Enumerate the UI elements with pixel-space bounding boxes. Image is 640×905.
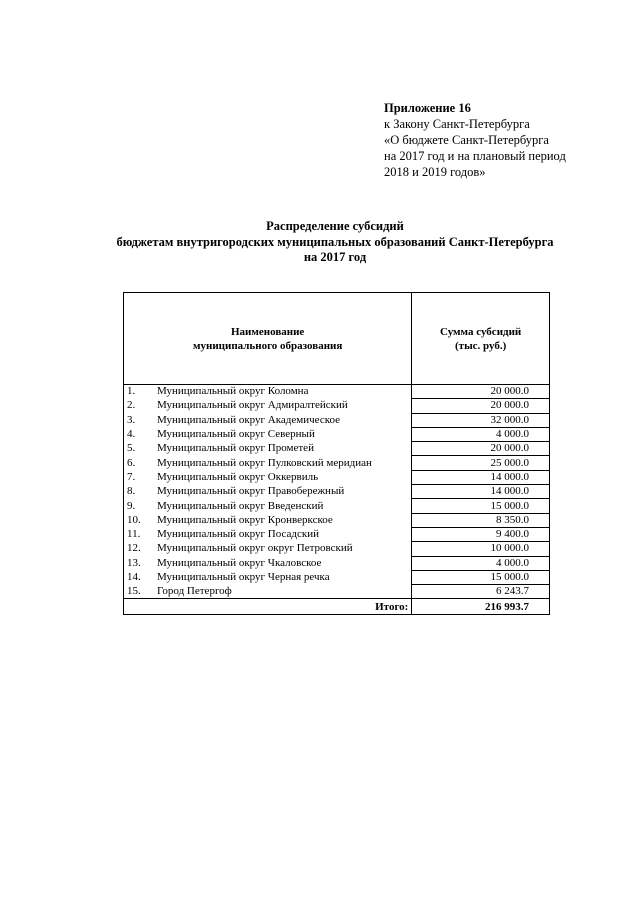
table-row — [124, 385, 550, 399]
row-number: 4. — [127, 428, 136, 441]
row-name: Муниципальный округ Академическое — [157, 413, 341, 426]
table-row — [124, 585, 550, 599]
row-number: 10. — [127, 513, 141, 526]
row-name-cell — [124, 485, 412, 499]
header-sum-line-2: (тыс. руб.) — [455, 339, 507, 352]
total-label: Итого: — [124, 599, 412, 615]
table-row — [124, 399, 550, 413]
row-number: 5. — [127, 442, 136, 455]
table-row — [124, 499, 550, 513]
table-row — [124, 456, 550, 470]
row-value: 4 000.0 — [412, 556, 550, 570]
header-sum-line-1: Сумма субсидий — [440, 325, 522, 338]
row-name-cell — [124, 442, 412, 456]
row-value: 9 400.0 — [412, 527, 550, 541]
row-number: 14. — [127, 571, 141, 583]
row-value: 6 243.7 — [412, 585, 550, 599]
row-value: 15 000.0 — [412, 499, 550, 513]
total-value: 216 993.7 — [412, 599, 550, 615]
table-row — [124, 570, 550, 584]
header-name-line-2: муниципального образования — [192, 339, 343, 352]
row-value: 20 000.0 — [412, 399, 550, 413]
row-name: Муниципальный округ Пулковский меридиан — [157, 456, 372, 469]
row-name-cell — [124, 499, 412, 513]
row-value: 10 000.0 — [412, 542, 550, 556]
row-number: 9. — [127, 499, 136, 512]
row-name: Муниципальный округ Введенский — [157, 499, 324, 512]
row-value: 20 000.0 — [412, 385, 550, 399]
row-name-cell — [124, 427, 412, 441]
total-row — [124, 599, 550, 615]
row-name: Муниципальный округ Северный — [157, 428, 315, 441]
row-number: 6. — [127, 456, 136, 469]
heading-line-1: Распределение субсидий — [266, 219, 404, 233]
row-name: Муниципальный округ Коломна — [157, 385, 309, 398]
row-number: 12. — [127, 542, 141, 555]
row-number: 8. — [127, 485, 136, 498]
row-name: Муниципальный округ Посадский — [157, 528, 320, 541]
row-name-cell — [124, 470, 412, 484]
row-name: Муниципальный округ Чкаловское — [157, 556, 322, 569]
header-name-line-1: Наименование — [230, 325, 305, 338]
row-number: 1. — [127, 385, 136, 398]
header-sum-cell — [412, 293, 550, 385]
header-name-cell — [124, 293, 412, 385]
heading-line-2: бюджетам внутригородских муниципальных образований Санкт-Петербурга — [116, 234, 554, 249]
row-number: 13. — [127, 556, 141, 569]
row-name: Муниципальный округ Кронверкское — [157, 513, 333, 526]
table-body — [124, 385, 550, 599]
document-heading — [100, 219, 570, 266]
row-name-cell — [124, 513, 412, 527]
row-number: 15. — [127, 585, 141, 598]
row-value: 15 000.0 — [412, 570, 550, 584]
row-name: Муниципальный округ округ Петровский — [157, 542, 353, 555]
appendix-line: к Закону Санкт-Петербурга — [384, 117, 530, 131]
row-value: 14 000.0 — [412, 470, 550, 484]
table-row — [124, 513, 550, 527]
row-value: 32 000.0 — [412, 413, 550, 427]
heading-line-3: на 2017 год — [303, 250, 367, 264]
row-name: Муниципальный округ Прометей — [157, 442, 314, 455]
table-header-row — [124, 293, 550, 385]
row-name-cell — [124, 413, 412, 427]
table-row — [124, 542, 550, 556]
table-row — [124, 427, 550, 441]
row-name: Муниципальный округ Правобережный — [157, 485, 345, 498]
row-name-cell — [124, 556, 412, 570]
table-row — [124, 470, 550, 484]
row-number: 11. — [127, 528, 141, 541]
table-row — [124, 556, 550, 570]
row-name-cell — [124, 570, 412, 584]
row-name: Город Петергоф — [157, 585, 232, 598]
table-row — [124, 485, 550, 499]
row-value: 8 350.0 — [412, 513, 550, 527]
row-name-cell — [124, 585, 412, 599]
row-name-cell — [124, 456, 412, 470]
row-value: 20 000.0 — [412, 442, 550, 456]
subsidy-table — [123, 292, 550, 615]
appendix-title: Приложение 16 — [384, 101, 471, 115]
appendix-line: «О бюджете Санкт-Петербурга — [384, 133, 549, 147]
row-name-cell — [124, 385, 412, 399]
row-value: 25 000.0 — [412, 456, 550, 470]
row-name-cell — [124, 399, 412, 413]
row-number: 2. — [127, 399, 136, 412]
row-name: Муниципальный округ Черная речка — [157, 571, 330, 583]
appendix-line: на 2017 год и на плановый период — [384, 149, 566, 163]
row-name-cell — [124, 527, 412, 541]
appendix-line: 2018 и 2019 годов» — [384, 165, 486, 179]
row-name: Муниципальный округ Адмиралтейский — [157, 399, 348, 412]
row-name: Муниципальный округ Оккервиль — [157, 470, 319, 483]
row-value: 4 000.0 — [412, 427, 550, 441]
table-row — [124, 413, 550, 427]
table-row — [124, 527, 550, 541]
row-number: 7. — [127, 470, 136, 483]
row-number: 3. — [127, 413, 136, 426]
row-name-cell — [124, 542, 412, 556]
row-value: 14 000.0 — [412, 485, 550, 499]
table-row — [124, 442, 550, 456]
appendix-block — [384, 100, 566, 180]
